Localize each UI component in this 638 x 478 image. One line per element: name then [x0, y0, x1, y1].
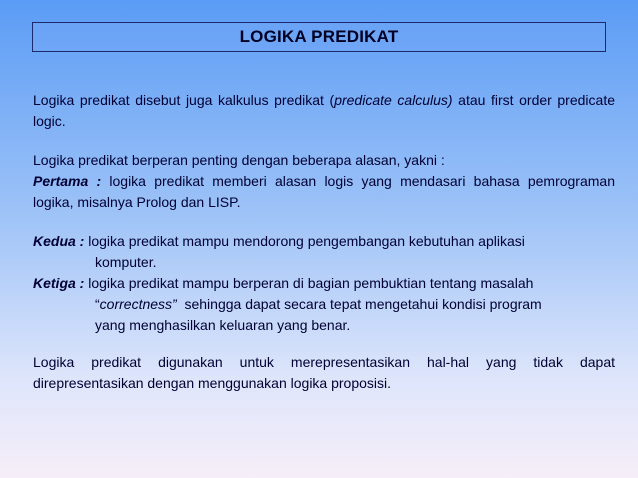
ketiga-quote-open: “ [95, 296, 100, 312]
title-box [32, 22, 606, 52]
paragraph-closing: Logika predikat digunakan untuk merepresentasikan hal-hal yang tidak dapat direpresentasikan dengan menggunakan logika proposisi. [33, 354, 615, 391]
ketiga-text: logika predikat mampu berperan di bagian pembuktian tentang masalah [84, 275, 534, 291]
ketiga-continuation-2: yang menghasilkan keluaran yang benar. [95, 317, 351, 333]
paragraph-reasons: Logika predikat berperan penting dengan beberapa alasan, yakni : [33, 152, 445, 168]
definition-text-a: Logika predikat disebut juga kalkulus predikat ( [33, 92, 335, 108]
ketiga-continuation-1 [33, 294, 615, 315]
slide-content [33, 90, 615, 394]
kedua-label: Kedua : [33, 233, 85, 249]
paragraph-kedua [33, 231, 615, 252]
definition-text-b: atau first order predicate logic. [33, 92, 615, 129]
slide-title: LOGIKA PREDIKAT [239, 27, 399, 46]
ketiga-after-italic: sehingga dapat secara tepat mengetahui kondisi program [176, 296, 542, 312]
kedua-continuation: komputer. [95, 254, 157, 270]
paragraph-pertama [33, 171, 615, 213]
ketiga-label: Ketiga : [33, 275, 85, 291]
pertama-text: logika predikat memberi alasan logis yang mendasari bahasa pemrograman logika, misalnya Prolog dan LISP. [33, 173, 615, 210]
paragraph-definition [33, 90, 615, 132]
paragraph-ketiga [33, 273, 615, 294]
ketiga-italic: correctness” [99, 296, 177, 312]
definition-italic: predicate calculus) [334, 92, 453, 108]
pertama-label: Pertama : [33, 173, 102, 189]
kedua-text: logika predikat mampu mendorong pengembangan kebutuhan aplikasi [84, 233, 525, 249]
